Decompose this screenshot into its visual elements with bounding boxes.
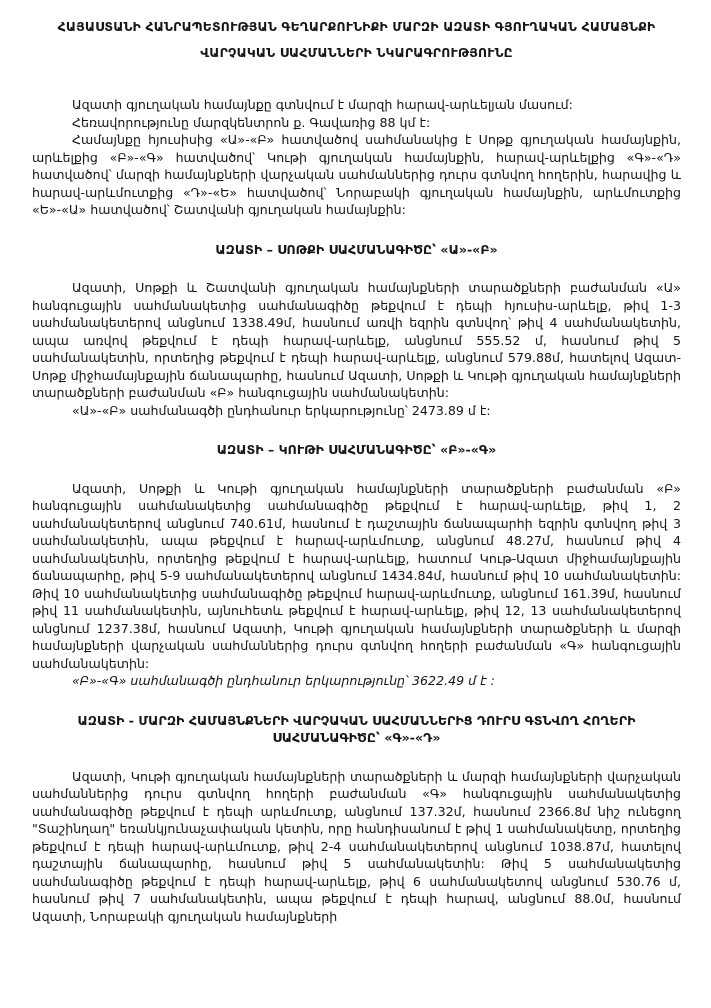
- section-body-azat-outside-lands: Ազատի, Կութի գյուղական համայնքների տարածքների և մարզի համայնքների վարչական սահմաններից դուրս գտնվող հողերի բաժանման «Գ» հանգուցային սահմանակետից սահմանագիծը թեքվում է դեպի արևմուտք, անցնում 137.32մ, հասնում 2366.8մ նիշ ունեցող "Տաշինղաղ" եռանկյունաչափական կետին, որը հանդիսանում է թիվ 1 սահմանակետը, որտեղից թեքվում է դեպի հարավ-արևմուտք, թիվ 2-4 սահմանակետերով անցնում 1038.87մ, հատելով դաշտային ճանապարհը, հասնում թիվ 5 սահմանակետին: Թիվ 5 սահմանակետից սահմանագիծը թեքվում է դեպի հարավ-արևելք, թիվ 6 սահմանակետով անցնում 530.76 մ, հասնում թիվ 7 սահմանակետին, ապա թեքվում է դեպի հարավ, անցնում 88.0մ, հասնում Ազատի, Նորաբակի գյուղական համայնքների: [32, 768, 681, 924]
- section-summary-azat-sotk: «Ա»-«Բ» սահմանագծի ընդհանուր երկարությունը՝ 2473.89 մ է:: [72, 402, 491, 418]
- section-heading-azat-outside-lands: ԱԶԱՏԻ - ՄԱՐԶԻ ՀԱՄԱՅՆՔՆԵՐԻ ՎԱՐՉԱԿԱՆ ՍԱՀՄԱՆՆԵՐԻՑ ԴՈՒՐՍ ԳՏՆՎՈՂ ՀՈՂԵՐԻ ՍԱՀՄԱՆԱԳԻԾԸ՝ «Գ»-«Դ»: [77, 712, 636, 745]
- intro-paragraph-neighbors: Համայնքը հյուսիսից «Ա»-«Բ» հատվածով սահմանակից է Սոթք գյուղական համայնքին, արևելքից «Բ»-«Գ» հատվածով՝ Կութի գյուղական համայնքին, հարավ-արևելքից «Գ»-«Դ» հատվածով՝ մարզի համայնքների վարչական սահմաններից դուրս գտնվող հողերին, հարավից և հարավ-արևմուտքից «Դ»-«Ե» հատվածով՝ Նորաբակի գյուղական համայնքին, արևմուտքից «Ե»-«Ա» հատվածով՝ Շատվանի գյուղական համայնքին:: [32, 132, 681, 217]
- section-body-azat-kut: Ազատի, Սոթքի և Կութի գյուղական համայնքների տարածքների բաժանման «Բ» հանգուցային սահմանակետից սահմանագիծը թեքվում է հարավ-արևելք, թիվ 1, 2 սահմանակետերով անցնում 740.61մ, հասնում է դաշտային ճանապարհի եզրին գտնվող թիվ 3 սահմանակետին, ապա թեքվում է հարավ-արևմուտք, անցնում 48.27մ, հասնում թիվ 4 սահմանակետին, որտեղից թեքվում է հարավ-արևելք, հատում Կութ-Ազատ միջհամայնքային ճանապարհը, թիվ 5-9 սահմանակետերով անցնում 1434.84մ, հասնում թիվ 10 սահմանակետին: Թիվ 10 սահմանակետից սահմանագիծը թեքվում հարավ-արևմուտք, անցնում 161.39մ, հասնում թիվ 11 սահմանակետին, այնուհետև թեքվում է հարավ-արևելք, թիվ 12, 13 սահմանակետերով անցնում 1237.38մ, հասնում Ազատի, Կութի գյուղական համայնքների տարածքների և մարզի համայնքների վարչական սահմաններից դուրս գտնվող հողերի բաժանման «Գ» հանգուցային սահմանակետին:: [32, 480, 681, 671]
- intro-paragraph-distance: Հեռավորությունը մարզկենտրոն ք. Գավառից 88 կմ է:: [72, 114, 431, 130]
- document-title-line1: ՀԱՅԱՍՏԱՆԻ ՀԱՆՐԱՊԵՏՈՒԹՅԱՆ ԳԵՂԱՐՔՈՒՆԻՔԻ ՄԱՐԶԻ ԱԶԱՏԻ ԳՅՈՒՂԱԿԱՆ ՀԱՄԱՅՆՔԻ: [57, 19, 656, 34]
- intro-paragraph-location: Ազատի գյուղական համայնքը գտնվում է մարզի հարավ-արևելյան մասում:: [72, 97, 573, 112]
- section-summary-azat-kut: «Բ»-«Գ» սահմանագծի ընդհանուր երկարությունը՝ 3622.49 մ է :: [72, 673, 495, 688]
- section-heading-azat-kut: ԱԶԱՏԻ – ԿՈՒԹԻ ՍԱՀՄԱՆԱԳԻԾԸ՝ «Բ»-«Գ»: [216, 442, 497, 457]
- section-body-azat-sotk: Ազատի, Սոթքի և Շատվանի գյուղական համայնքների տարածքների բաժանման «Ա» հանգուցային սահմանակետից սահմանագիծը թեքվում է դեպի հյուսիս-արևելք, թիվ 1-3 սահմանակետերով անցնում 1338.49մ, հասնում առվի եզրին գտնվող՝ թիվ 4 սահմանակետին, ապա առվով թեքվում է դեպի հարավ-արևելք, անցնում 555.52 մ, հասնում թիվ 5 սահմանակետին, որտեղից թեքվում է դեպի հարավ-արևելք, անցնում 579.88մ, հատելով Ազատ-Սոթք միջհամայնքային ճանապարհը, հասնում Ազատի, Սոթքի և Կութի գյուղական համայնքների տարածքների բաժանման «Բ» հանգուցային սահմանակետին:: [32, 280, 681, 400]
- document-body: [32, 96, 681, 925]
- section-heading-azat-sotk: ԱԶԱՏԻ – ՍՈԹՔԻ ՍԱՀՄԱՆԱԳԻԾԸ՝ «Ա»-«Բ»: [215, 241, 498, 257]
- document-title-line2: ՎԱՐՉԱԿԱՆ ՍԱՀՄԱՆՆԵՐԻ ՆԿԱՐԱԳՐՈՒԹՅՈՒՆԸ: [200, 45, 513, 60]
- document-title: [32, 14, 681, 66]
